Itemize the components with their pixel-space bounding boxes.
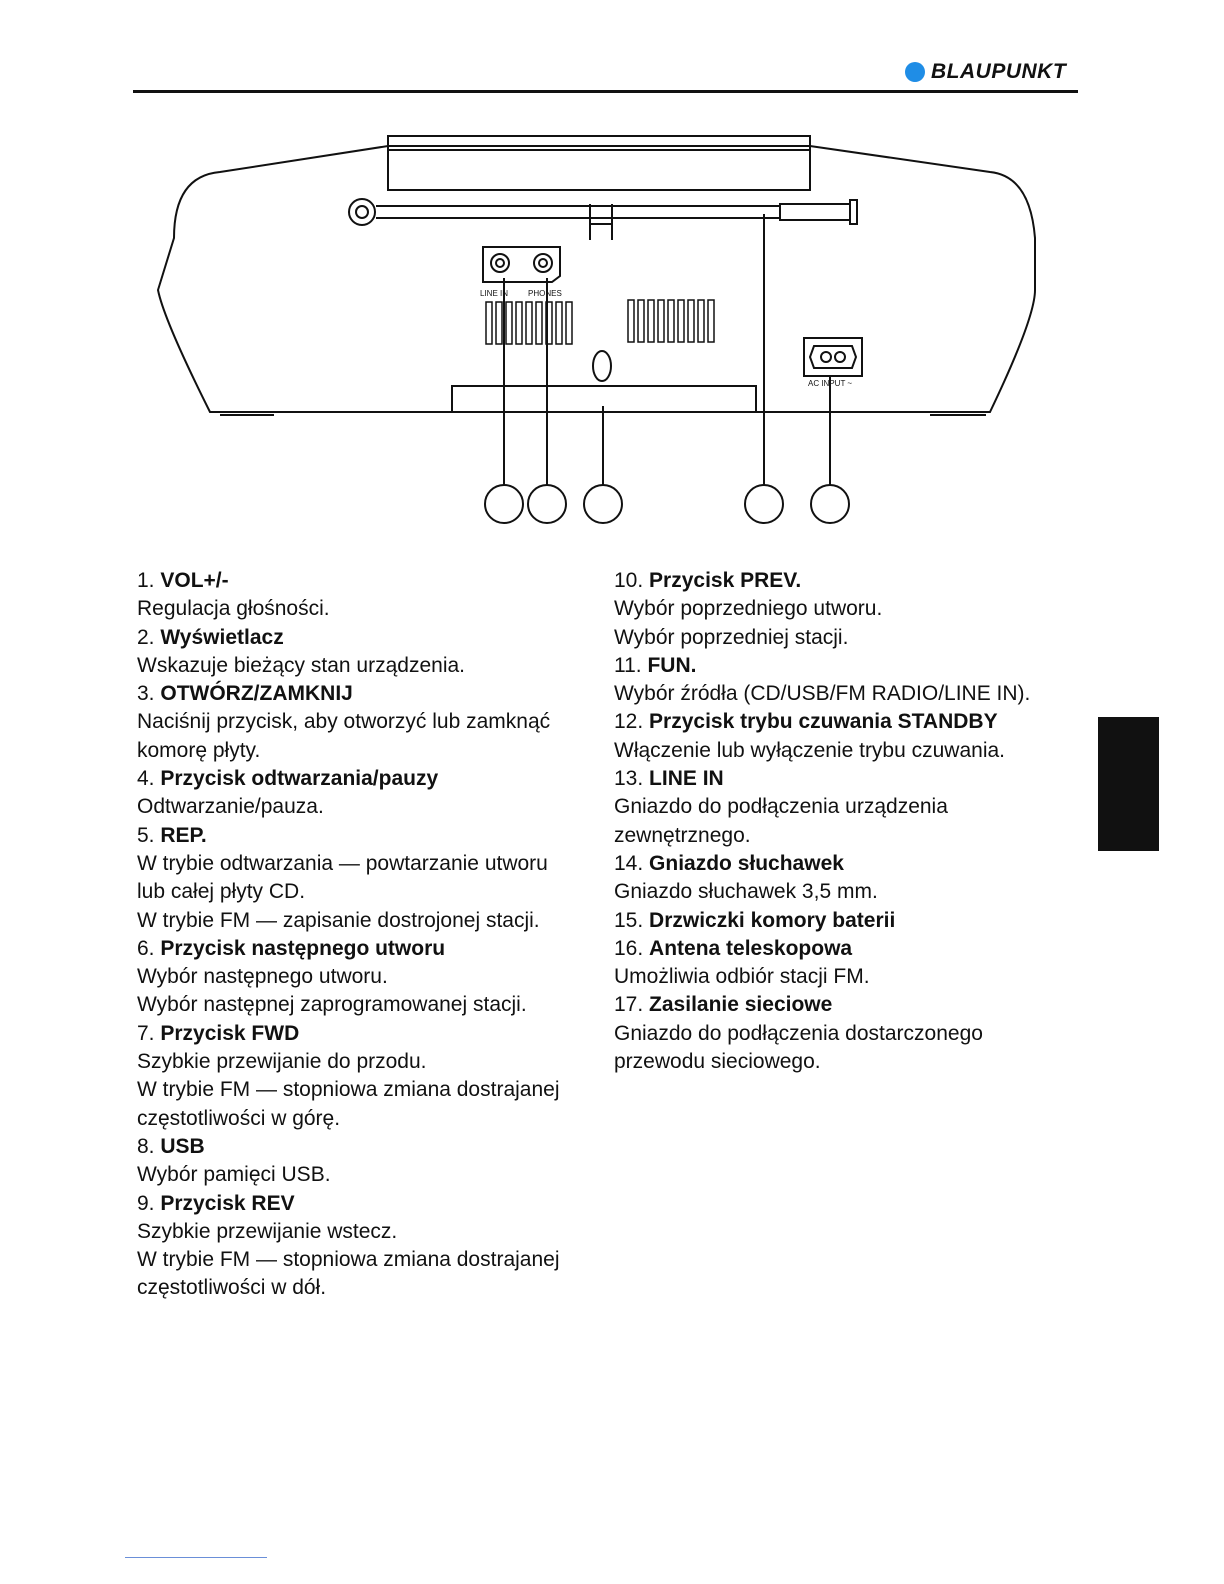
item-desc: zewnętrznego. — [614, 823, 751, 847]
item-desc: Wybór następnego utworu. — [137, 965, 388, 989]
item-title: REP. — [160, 823, 207, 847]
item-desc: Wskazuje bieżący stan urządzenia. — [137, 653, 465, 677]
item-desc: Umożliwia odbiór stacji FM. — [614, 965, 870, 989]
screw-hole — [593, 351, 611, 381]
callout-circle — [811, 485, 849, 523]
list-item: 15. Drzwiczki komory baterii — [614, 908, 896, 932]
item-desc: Gniazdo do podłączenia urządzenia — [614, 795, 948, 819]
items-right-column — [614, 567, 1044, 1076]
ac-input-socket-icon — [804, 338, 862, 376]
item-desc: Szybkie przewijanie wstecz. — [137, 1219, 398, 1243]
item-title: Przycisk REV — [160, 1191, 295, 1215]
item-desc: Wybór źródła (CD/USB/FM RADIO/LINE IN). — [614, 682, 1031, 706]
item-desc: Regulacja głośności. — [137, 597, 330, 621]
vent-grille-left — [486, 302, 572, 344]
device-rear-diagram — [150, 120, 1060, 530]
item-title: Przycisk następnego utworu — [160, 936, 446, 960]
item-desc: częstotliwości w dół. — [137, 1276, 327, 1300]
items-left-column — [137, 567, 597, 1303]
label-ac-input: AC INPUT ~ — [808, 379, 853, 388]
item-title: OTWÓRZ/ZAMKNIJ — [160, 682, 353, 706]
item-desc: Odtwarzanie/pauza. — [137, 795, 324, 819]
item-title: Gniazdo słuchawek — [649, 851, 844, 875]
item-desc: częstotliwości w górę. — [137, 1106, 341, 1130]
list-item: 11. FUN. Wybór źródła (CD/USB/FM RADIO/LINE IN). — [614, 652, 1044, 709]
list-item: 8. USB Wybór pamięci USB. — [137, 1133, 597, 1190]
item-title: Przycisk trybu czuwania STANDBY — [649, 710, 998, 734]
item-desc: Gniazdo słuchawek 3,5 mm. — [614, 880, 878, 904]
header-rule — [133, 90, 1078, 93]
list-item: 17. Zasilanie sieciowe Gniazdo do podłączenia dostarczonego przewodu sieciowego. — [614, 991, 1044, 1076]
item-desc: Włączenie lub wyłączenie trybu czuwania. — [614, 738, 1006, 762]
list-item: 12. Przycisk trybu czuwania STANDBY Włączenie lub wyłączenie trybu czuwania. — [614, 708, 1044, 765]
list-item: 2. Wyświetlacz Wskazuje bieżący stan urządzenia. — [137, 624, 597, 681]
item-desc: lub całej płyty CD. — [137, 880, 306, 904]
brand-name: BLAUPUNKT — [931, 60, 1067, 83]
vent-grille-right — [628, 300, 714, 342]
item-title: USB — [160, 1134, 205, 1158]
item-title: Zasilanie sieciowe — [649, 993, 833, 1017]
list-item: 4. Przycisk odtwarzania/pauzy Odtwarzanie/pauza. — [137, 765, 597, 822]
list-item: 1. VOL+/- Regulacja głośności. — [137, 567, 597, 624]
list-item: 9. Przycisk REV Szybkie przewijanie wstecz. W trybie FM — stopniowa zmiana dostrajanej częstotliwości w dół. — [137, 1190, 597, 1303]
list-item: 5. REP. W trybie odtwarzania — powtarzanie utworu lub całej płyty CD. W trybie FM — zapisanie dostrojonej stacji. — [137, 822, 597, 935]
item-desc: Wybór pamięci USB. — [137, 1163, 331, 1187]
phones-jack-icon — [534, 254, 552, 272]
callout-circle — [528, 485, 566, 523]
footer-rule — [125, 1557, 267, 1558]
item-title: LINE IN — [649, 767, 724, 791]
list-item: 14. Gniazdo słuchawek Gniazdo słuchawek 3,5 mm. — [614, 850, 1044, 907]
item-title: VOL+/- — [160, 569, 229, 592]
item-desc: komorę płyty. — [137, 738, 261, 762]
label-phones: PHONES — [528, 289, 562, 298]
item-desc: Wybór poprzedniego utworu. — [614, 597, 883, 621]
list-item: 7. Przycisk FWD Szybkie przewijanie do przodu. W trybie FM — stopniowa zmiana dostrajanej częstotliwości w górę. — [137, 1020, 597, 1133]
item-desc: W trybie odtwarzania — powtarzanie utworu — [137, 851, 548, 875]
list-item: 16. Antena teleskopowa Umożliwia odbiór stacji FM. — [614, 935, 1044, 992]
brand-logo — [905, 58, 1066, 86]
antenna-icon — [349, 199, 857, 240]
line-in-jack-icon — [491, 254, 509, 272]
item-title: Przycisk FWD — [160, 1021, 300, 1045]
label-line-in: LINE IN — [480, 289, 509, 298]
brand-dot-icon — [905, 62, 925, 82]
item-desc: Gniazdo do podłączenia dostarczonego — [614, 1021, 983, 1045]
item-desc: W trybie FM — zapisanie dostrojonej stacji. — [137, 908, 540, 932]
callout-circle — [745, 485, 783, 523]
callout-circle — [485, 485, 523, 523]
jack-panel — [483, 247, 560, 282]
item-desc: W trybie FM — stopniowa zmiana dostrajanej — [137, 1248, 560, 1272]
device-body — [158, 146, 1035, 412]
item-desc: Naciśnij przycisk, aby otworzyć lub zamknąć — [137, 710, 551, 734]
item-desc: przewodu sieciowego. — [614, 1050, 821, 1074]
language-section-tab — [1098, 717, 1159, 851]
callout-circle — [584, 485, 622, 523]
item-title: Wyświetlacz — [160, 625, 284, 649]
list-item: 3. OTWÓRZ/ZAMKNIJ Naciśnij przycisk, aby otworzyć lub zamknąć komorę płyty. — [137, 680, 597, 765]
item-desc: Wybór poprzedniej stacji. — [614, 625, 849, 649]
item-desc: W trybie FM — stopniowa zmiana dostrajanej — [137, 1078, 560, 1102]
item-title: Antena teleskopowa — [649, 936, 853, 960]
item-title: Drzwiczki komory baterii — [649, 908, 896, 932]
list-item: 10. Przycisk PREV. Wybór poprzedniego utworu. Wybór poprzedniej stacji. — [614, 567, 1044, 652]
item-desc: Szybkie przewijanie do przodu. — [137, 1050, 427, 1074]
item-desc: Wybór następnej zaprogramowanej stacji. — [137, 993, 527, 1017]
list-item: 6. Przycisk następnego utworu Wybór następnego utworu. Wybór następnej zaprogramowanej stacji. — [137, 935, 597, 1020]
item-title: Przycisk odtwarzania/pauzy — [160, 767, 439, 791]
handle — [388, 136, 810, 190]
list-item: 13. LINE IN Gniazdo do podłączenia urządzenia zewnętrznego. — [614, 765, 1044, 850]
item-title: FUN. — [647, 653, 697, 677]
item-title: Przycisk PREV. — [649, 569, 802, 592]
